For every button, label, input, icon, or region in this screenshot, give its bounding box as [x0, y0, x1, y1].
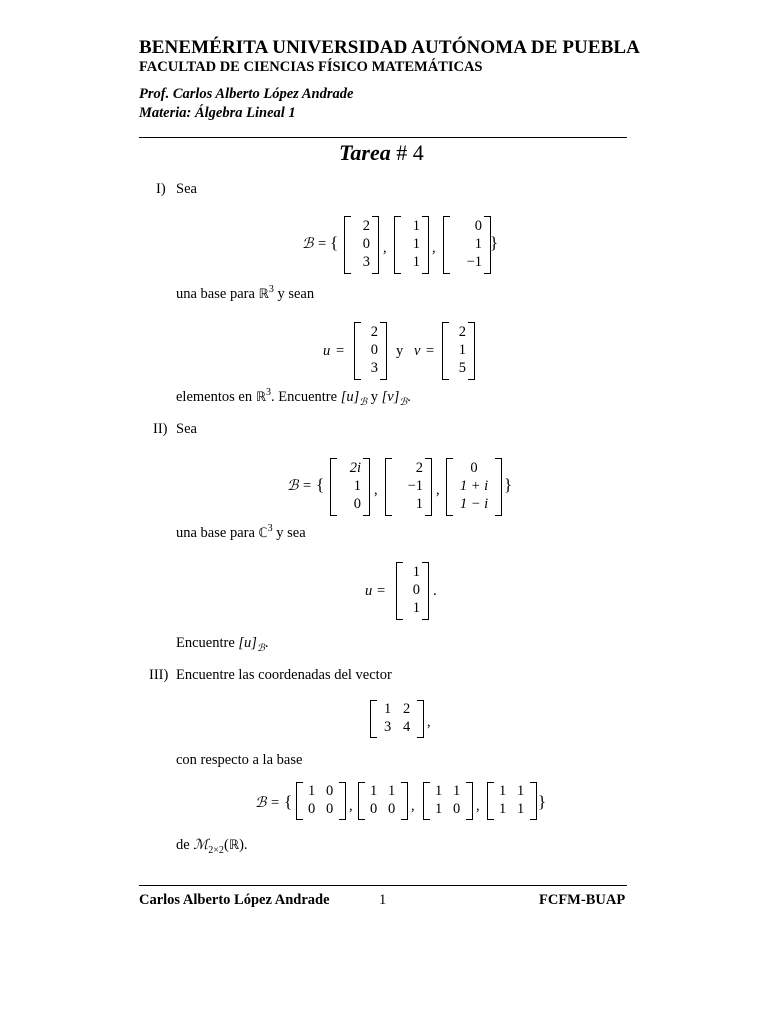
basis-symbol: ℬ [302, 236, 314, 252]
open-brace: { [316, 475, 325, 494]
matrix-entry: −1 [407, 478, 423, 494]
basis-vector-1 [344, 216, 379, 274]
coordinate-u: [u] [340, 389, 360, 405]
problem-1-basis-statement [176, 286, 314, 303]
footer-author: Carlos Alberto López Andrade [139, 892, 330, 908]
matrix-entry: 0 [308, 801, 316, 817]
matrix-entry: 2 [415, 460, 423, 476]
title-word: Tarea [339, 140, 391, 165]
conjunction: y [396, 343, 404, 359]
basis-matrix-2 [358, 782, 408, 820]
text-fragment: ). [239, 837, 248, 853]
equals-sign: = [271, 795, 280, 811]
matrix-entry: 1 [308, 783, 316, 799]
coordinate-v: [v] [381, 389, 400, 405]
problem-1-intro: Sea [176, 181, 197, 197]
basis-subscript: ℬ [399, 397, 408, 408]
exponent: 3 [268, 284, 274, 295]
period: . [433, 583, 437, 599]
equals-sign: = [318, 236, 327, 252]
exponent: 3 [266, 387, 272, 398]
exponent: 3 [267, 523, 273, 534]
title-number: # 4 [396, 140, 424, 165]
comma: , [383, 240, 387, 256]
matrix-entry: 0 [326, 783, 334, 799]
vector-v-symbol: v [414, 343, 421, 359]
basis-matrix-3 [423, 782, 473, 820]
matrix-entry: 4 [403, 719, 411, 735]
subject-name: Materia: Álgebra Lineal 1 [139, 105, 296, 121]
matrix-entry: 0 [412, 582, 420, 598]
matrix-entry: 1 [353, 478, 361, 494]
matrix-entry: 2 [370, 324, 378, 340]
text-fragment: y sea [272, 525, 306, 541]
basis-vector-3 [446, 458, 502, 516]
matrix-entry: 3 [384, 719, 392, 735]
matrix-entry: 2 [403, 701, 411, 717]
real-numbers-symbol: ℝ [228, 838, 240, 853]
comma: , [436, 482, 440, 498]
matrix-entry: 1 [412, 254, 420, 270]
basis-subscript: ℬ [359, 397, 368, 408]
vector-u [396, 562, 429, 620]
matrix-entry: 1 [412, 236, 420, 252]
real-numbers-symbol: ℝ [258, 287, 269, 302]
matrix-entry: 1 [517, 801, 525, 817]
header-rule [139, 137, 627, 138]
matrix-entry: 1 [517, 783, 525, 799]
open-brace: { [330, 233, 339, 252]
matrix-entry: 3 [362, 254, 370, 270]
problem-2-closing [176, 635, 268, 652]
problem-1-closing [176, 389, 411, 406]
equals-sign: = [426, 343, 435, 359]
close-brace: } [490, 233, 499, 252]
basis-vector-1 [330, 458, 370, 516]
matrix-entry: 0 [470, 460, 478, 476]
matrix-entry: 2i [349, 460, 361, 476]
matrix-vector [370, 700, 424, 738]
open-brace: { [284, 792, 293, 811]
basis-matrix-1 [296, 782, 346, 820]
comma: , [476, 798, 480, 814]
matrix-entry: 2 [362, 218, 370, 234]
matrix-entry: 0 [370, 342, 378, 358]
matrix-entry: 1 [412, 218, 420, 234]
problem-3-intro: Encuentre las coordenadas del vector [176, 667, 392, 683]
basis-subscript: ℬ [256, 643, 265, 654]
faculty-name: FACULTAD DE CIENCIAS FÍSICO MATEMÁTICAS [139, 59, 483, 75]
problem-2-label: II) [153, 421, 168, 437]
problem-2-basis-statement [176, 525, 306, 542]
comma: , [374, 482, 378, 498]
text-fragment: . Encuentre [271, 389, 341, 405]
matrix-entry: 1 [384, 701, 392, 717]
comma: , [427, 714, 431, 730]
matrix-entry: −1 [466, 254, 482, 270]
comma: , [349, 798, 353, 814]
footer-rule [139, 885, 627, 886]
vector-u-symbol: u [365, 583, 373, 599]
basis-symbol: ℬ [255, 795, 267, 811]
close-brace: } [538, 792, 547, 811]
university-name: BENEMÉRITA UNIVERSIDAD AUTÓNOMA DE PUEBLA [139, 37, 640, 58]
problem-2-intro: Sea [176, 421, 197, 437]
matrix-entry: 1 [435, 801, 443, 817]
matrix-entry: 1 [474, 236, 482, 252]
matrix-entry: 1 [412, 564, 420, 580]
matrix-entry: 0 [362, 236, 370, 252]
matrix-entry: 1 + i [459, 478, 489, 494]
vector-v [442, 322, 475, 380]
text-fragment: una base para [176, 286, 259, 302]
matrix-entry: 0 [326, 801, 334, 817]
matrix-entry: 1 [458, 342, 466, 358]
matrix-entry: 1 [370, 783, 378, 799]
assignment-title [339, 140, 424, 166]
footer-institution: FCFM-BUAP [539, 892, 626, 908]
professor-name: Prof. Carlos Alberto López Andrade [139, 86, 354, 102]
matrix-entry: 1 [412, 600, 420, 616]
matrix-entry: 0 [388, 801, 396, 817]
problem-1-label: I) [156, 181, 166, 197]
problem-3-respect: con respecto a la base [176, 752, 303, 768]
problem-3-label: III) [149, 667, 169, 683]
text-fragment: Encuentre [176, 635, 239, 651]
real-numbers-symbol: ℝ [255, 390, 267, 405]
vector-u-symbol: u [323, 343, 331, 359]
matrix-entry: 0 [453, 801, 461, 817]
matrix-entry: 1 [388, 783, 396, 799]
matrix-entry: 1 − i [459, 496, 489, 512]
text-fragment: elementos en [176, 389, 256, 405]
matrix-entry: 1 [499, 801, 507, 817]
basis-matrix-4 [487, 782, 537, 820]
matrix-space-symbol: ℳ [193, 837, 209, 853]
matrix-entry: 3 [370, 360, 378, 376]
matrix-entry: 0 [474, 218, 482, 234]
matrix-entry: 1 [435, 783, 443, 799]
vector-u [354, 322, 387, 380]
basis-vector-3 [443, 216, 491, 274]
problem-3-closing [176, 837, 248, 854]
matrix-entry: 0 [370, 801, 378, 817]
text-fragment: una base para [176, 525, 259, 541]
equals-sign: = [377, 583, 386, 599]
close-brace: } [504, 475, 513, 494]
text-fragment: y sean [273, 286, 315, 302]
text-fragment: . [264, 635, 269, 651]
text-fragment: . [407, 389, 411, 405]
equals-sign: = [303, 478, 312, 494]
matrix-entry: 1 [499, 783, 507, 799]
text-fragment: y [367, 389, 382, 405]
comma: , [411, 798, 415, 814]
text-fragment: de [176, 837, 194, 853]
matrix-entry: 1 [415, 496, 423, 512]
matrix-entry: 1 [453, 783, 461, 799]
equals-sign: = [336, 343, 345, 359]
dimension-subscript: 2×2 [208, 845, 224, 856]
comma: , [432, 240, 436, 256]
complex-numbers-symbol: ℂ [258, 526, 268, 541]
coordinate-u: [u] [238, 635, 257, 651]
page-number: 1 [379, 892, 387, 908]
basis-vector-2 [394, 216, 429, 274]
matrix-entry: 2 [458, 324, 466, 340]
matrix-entry: 5 [458, 360, 466, 376]
matrix-entry: 0 [353, 496, 361, 512]
text-fragment: ( [223, 837, 229, 853]
basis-symbol: ℬ [287, 478, 299, 494]
basis-vector-2 [385, 458, 432, 516]
